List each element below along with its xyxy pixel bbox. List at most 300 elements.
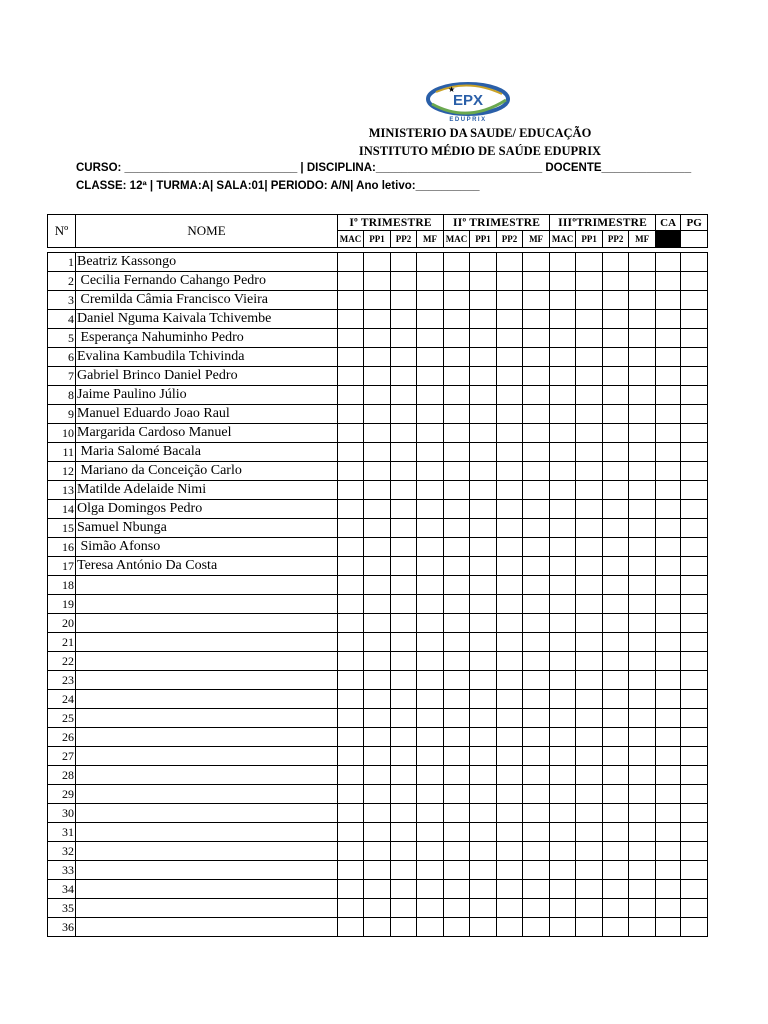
grade-cell[interactable]: [470, 557, 497, 576]
grade-cell[interactable]: [629, 899, 656, 918]
grade-cell[interactable]: [681, 462, 708, 481]
grade-cell[interactable]: [391, 747, 417, 766]
grade-cell[interactable]: [576, 557, 603, 576]
grade-cell[interactable]: [417, 861, 444, 880]
grade-cell[interactable]: [470, 614, 497, 633]
grade-cell[interactable]: [444, 329, 470, 348]
grade-cell[interactable]: [656, 690, 681, 709]
grade-cell[interactable]: [417, 272, 444, 291]
grade-cell[interactable]: [417, 576, 444, 595]
grade-cell[interactable]: [656, 766, 681, 785]
grade-cell[interactable]: [629, 253, 656, 272]
grade-cell[interactable]: [576, 348, 603, 367]
grade-cell[interactable]: [338, 348, 364, 367]
grade-cell[interactable]: [681, 804, 708, 823]
grade-cell[interactable]: [417, 652, 444, 671]
grade-cell[interactable]: [497, 595, 523, 614]
grade-cell[interactable]: [629, 785, 656, 804]
grade-cell[interactable]: [497, 652, 523, 671]
grade-cell[interactable]: [629, 823, 656, 842]
grade-cell[interactable]: [576, 614, 603, 633]
grade-cell[interactable]: [364, 823, 391, 842]
grade-cell[interactable]: [497, 614, 523, 633]
grade-cell[interactable]: [603, 747, 629, 766]
grade-cell[interactable]: [417, 766, 444, 785]
grade-cell[interactable]: [364, 766, 391, 785]
grade-cell[interactable]: [523, 519, 550, 538]
grade-cell[interactable]: [364, 310, 391, 329]
grade-cell[interactable]: [470, 842, 497, 861]
grade-cell[interactable]: [629, 272, 656, 291]
grade-cell[interactable]: [391, 443, 417, 462]
grade-cell[interactable]: [444, 785, 470, 804]
grade-cell[interactable]: [391, 481, 417, 500]
grade-cell[interactable]: [629, 671, 656, 690]
grade-cell[interactable]: [576, 595, 603, 614]
grade-cell[interactable]: [444, 253, 470, 272]
grade-cell[interactable]: [550, 443, 576, 462]
grade-cell[interactable]: [629, 709, 656, 728]
grade-cell[interactable]: [656, 861, 681, 880]
grade-cell[interactable]: [444, 690, 470, 709]
grade-cell[interactable]: [391, 500, 417, 519]
grade-cell[interactable]: [629, 880, 656, 899]
grade-cell[interactable]: [364, 880, 391, 899]
grade-cell[interactable]: [656, 671, 681, 690]
grade-cell[interactable]: [417, 595, 444, 614]
grade-cell[interactable]: [470, 652, 497, 671]
grade-cell[interactable]: [417, 557, 444, 576]
grade-cell[interactable]: [681, 329, 708, 348]
grade-cell[interactable]: [417, 880, 444, 899]
grade-cell[interactable]: [629, 310, 656, 329]
grade-cell[interactable]: [497, 747, 523, 766]
grade-cell[interactable]: [576, 880, 603, 899]
grade-cell[interactable]: [364, 747, 391, 766]
grade-cell[interactable]: [603, 519, 629, 538]
grade-cell[interactable]: [391, 310, 417, 329]
grade-cell[interactable]: [497, 348, 523, 367]
grade-cell[interactable]: [364, 595, 391, 614]
grade-cell[interactable]: [470, 481, 497, 500]
grade-cell[interactable]: [470, 728, 497, 747]
grade-cell[interactable]: [470, 766, 497, 785]
grade-cell[interactable]: [523, 424, 550, 443]
grade-cell[interactable]: [523, 462, 550, 481]
grade-cell[interactable]: [338, 823, 364, 842]
grade-cell[interactable]: [576, 709, 603, 728]
grade-cell[interactable]: [523, 500, 550, 519]
grade-cell[interactable]: [656, 367, 681, 386]
grade-cell[interactable]: [338, 253, 364, 272]
grade-cell[interactable]: [364, 918, 391, 937]
grade-cell[interactable]: [681, 766, 708, 785]
grade-cell[interactable]: [523, 481, 550, 500]
grade-cell[interactable]: [391, 538, 417, 557]
grade-cell[interactable]: [497, 728, 523, 747]
grade-cell[interactable]: [338, 595, 364, 614]
grade-cell[interactable]: [391, 671, 417, 690]
grade-cell[interactable]: [417, 367, 444, 386]
grade-cell[interactable]: [576, 500, 603, 519]
grade-cell[interactable]: [364, 576, 391, 595]
grade-cell[interactable]: [391, 576, 417, 595]
grade-cell[interactable]: [603, 842, 629, 861]
grade-cell[interactable]: [656, 310, 681, 329]
grade-cell[interactable]: [523, 747, 550, 766]
grade-cell[interactable]: [550, 538, 576, 557]
grade-cell[interactable]: [470, 291, 497, 310]
grade-cell[interactable]: [391, 842, 417, 861]
grade-cell[interactable]: [550, 367, 576, 386]
grade-cell[interactable]: [391, 291, 417, 310]
grade-cell[interactable]: [576, 538, 603, 557]
grade-cell[interactable]: [603, 861, 629, 880]
grade-cell[interactable]: [656, 614, 681, 633]
grade-cell[interactable]: [417, 671, 444, 690]
grade-cell[interactable]: [470, 329, 497, 348]
grade-cell[interactable]: [497, 329, 523, 348]
grade-cell[interactable]: [444, 899, 470, 918]
grade-cell[interactable]: [364, 728, 391, 747]
grade-cell[interactable]: [550, 728, 576, 747]
grade-cell[interactable]: [470, 519, 497, 538]
grade-cell[interactable]: [523, 842, 550, 861]
grade-cell[interactable]: [629, 348, 656, 367]
grade-cell[interactable]: [497, 462, 523, 481]
grade-cell[interactable]: [391, 918, 417, 937]
grade-cell[interactable]: [550, 690, 576, 709]
grade-cell[interactable]: [681, 424, 708, 443]
grade-cell[interactable]: [364, 861, 391, 880]
grade-cell[interactable]: [681, 557, 708, 576]
grade-cell[interactable]: [364, 652, 391, 671]
grade-cell[interactable]: [364, 538, 391, 557]
grade-cell[interactable]: [497, 766, 523, 785]
grade-cell[interactable]: [470, 367, 497, 386]
grade-cell[interactable]: [603, 766, 629, 785]
grade-cell[interactable]: [497, 842, 523, 861]
grade-cell[interactable]: [550, 671, 576, 690]
grade-cell[interactable]: [523, 880, 550, 899]
grade-cell[interactable]: [497, 367, 523, 386]
grade-cell[interactable]: [364, 253, 391, 272]
grade-cell[interactable]: [656, 405, 681, 424]
grade-cell[interactable]: [681, 348, 708, 367]
grade-cell[interactable]: [417, 918, 444, 937]
grade-cell[interactable]: [681, 690, 708, 709]
grade-cell[interactable]: [391, 709, 417, 728]
grade-cell[interactable]: [681, 861, 708, 880]
grade-cell[interactable]: [338, 861, 364, 880]
grade-cell[interactable]: [576, 253, 603, 272]
grade-cell[interactable]: [576, 386, 603, 405]
grade-cell[interactable]: [338, 899, 364, 918]
grade-cell[interactable]: [629, 595, 656, 614]
grade-cell[interactable]: [681, 728, 708, 747]
grade-cell[interactable]: [656, 842, 681, 861]
grade-cell[interactable]: [444, 709, 470, 728]
grade-cell[interactable]: [444, 557, 470, 576]
grade-cell[interactable]: [364, 481, 391, 500]
grade-cell[interactable]: [629, 291, 656, 310]
grade-cell[interactable]: [444, 443, 470, 462]
grade-cell[interactable]: [523, 310, 550, 329]
grade-cell[interactable]: [656, 253, 681, 272]
grade-cell[interactable]: [523, 652, 550, 671]
grade-cell[interactable]: [444, 291, 470, 310]
grade-cell[interactable]: [444, 747, 470, 766]
grade-cell[interactable]: [338, 690, 364, 709]
grade-cell[interactable]: [550, 633, 576, 652]
grade-cell[interactable]: [470, 899, 497, 918]
grade-cell[interactable]: [338, 747, 364, 766]
grade-cell[interactable]: [603, 424, 629, 443]
grade-cell[interactable]: [391, 253, 417, 272]
grade-cell[interactable]: [576, 367, 603, 386]
grade-cell[interactable]: [656, 424, 681, 443]
grade-cell[interactable]: [576, 728, 603, 747]
grade-cell[interactable]: [497, 481, 523, 500]
grade-cell[interactable]: [338, 842, 364, 861]
grade-cell[interactable]: [629, 557, 656, 576]
grade-cell[interactable]: [576, 747, 603, 766]
grade-cell[interactable]: [364, 348, 391, 367]
grade-cell[interactable]: [417, 823, 444, 842]
grade-cell[interactable]: [497, 519, 523, 538]
grade-cell[interactable]: [576, 652, 603, 671]
grade-cell[interactable]: [338, 652, 364, 671]
grade-cell[interactable]: [681, 671, 708, 690]
grade-cell[interactable]: [603, 310, 629, 329]
grade-cell[interactable]: [444, 367, 470, 386]
grade-cell[interactable]: [603, 329, 629, 348]
grade-cell[interactable]: [470, 576, 497, 595]
grade-cell[interactable]: [338, 557, 364, 576]
grade-cell[interactable]: [656, 443, 681, 462]
grade-cell[interactable]: [603, 576, 629, 595]
grade-cell[interactable]: [550, 842, 576, 861]
grade-cell[interactable]: [523, 386, 550, 405]
grade-cell[interactable]: [550, 519, 576, 538]
grade-cell[interactable]: [338, 671, 364, 690]
grade-cell[interactable]: [681, 880, 708, 899]
grade-cell[interactable]: [470, 443, 497, 462]
grade-cell[interactable]: [497, 424, 523, 443]
grade-cell[interactable]: [417, 424, 444, 443]
grade-cell[interactable]: [629, 918, 656, 937]
grade-cell[interactable]: [338, 785, 364, 804]
grade-cell[interactable]: [523, 329, 550, 348]
grade-cell[interactable]: [550, 253, 576, 272]
grade-cell[interactable]: [364, 557, 391, 576]
grade-cell[interactable]: [603, 367, 629, 386]
grade-cell[interactable]: [523, 557, 550, 576]
grade-cell[interactable]: [681, 481, 708, 500]
grade-cell[interactable]: [603, 557, 629, 576]
grade-cell[interactable]: [550, 785, 576, 804]
grade-cell[interactable]: [523, 690, 550, 709]
grade-cell[interactable]: [576, 443, 603, 462]
grade-cell[interactable]: [681, 633, 708, 652]
grade-cell[interactable]: [576, 576, 603, 595]
grade-cell[interactable]: [444, 595, 470, 614]
grade-cell[interactable]: [364, 899, 391, 918]
grade-cell[interactable]: [550, 595, 576, 614]
grade-cell[interactable]: [681, 367, 708, 386]
grade-cell[interactable]: [364, 424, 391, 443]
grade-cell[interactable]: [550, 652, 576, 671]
grade-cell[interactable]: [576, 272, 603, 291]
grade-cell[interactable]: [444, 728, 470, 747]
grade-cell[interactable]: [444, 880, 470, 899]
grade-cell[interactable]: [603, 405, 629, 424]
grade-cell[interactable]: [444, 861, 470, 880]
grade-cell[interactable]: [417, 633, 444, 652]
grade-cell[interactable]: [550, 329, 576, 348]
grade-cell[interactable]: [417, 747, 444, 766]
grade-cell[interactable]: [603, 785, 629, 804]
grade-cell[interactable]: [656, 500, 681, 519]
grade-cell[interactable]: [681, 576, 708, 595]
grade-cell[interactable]: [550, 386, 576, 405]
grade-cell[interactable]: [470, 348, 497, 367]
grade-cell[interactable]: [603, 386, 629, 405]
grade-cell[interactable]: [550, 310, 576, 329]
grade-cell[interactable]: [603, 918, 629, 937]
grade-cell[interactable]: [417, 519, 444, 538]
grade-cell[interactable]: [338, 462, 364, 481]
grade-cell[interactable]: [523, 291, 550, 310]
grade-cell[interactable]: [391, 595, 417, 614]
grade-cell[interactable]: [576, 690, 603, 709]
grade-cell[interactable]: [497, 576, 523, 595]
grade-cell[interactable]: [444, 348, 470, 367]
grade-cell[interactable]: [391, 557, 417, 576]
grade-cell[interactable]: [338, 367, 364, 386]
grade-cell[interactable]: [603, 804, 629, 823]
grade-cell[interactable]: [576, 804, 603, 823]
grade-cell[interactable]: [603, 500, 629, 519]
grade-cell[interactable]: [497, 785, 523, 804]
grade-cell[interactable]: [550, 747, 576, 766]
grade-cell[interactable]: [391, 785, 417, 804]
grade-cell[interactable]: [550, 557, 576, 576]
grade-cell[interactable]: [497, 861, 523, 880]
grade-cell[interactable]: [523, 899, 550, 918]
grade-cell[interactable]: [391, 766, 417, 785]
grade-cell[interactable]: [523, 766, 550, 785]
grade-cell[interactable]: [523, 253, 550, 272]
grade-cell[interactable]: [497, 500, 523, 519]
grade-cell[interactable]: [603, 671, 629, 690]
grade-cell[interactable]: [470, 310, 497, 329]
grade-cell[interactable]: [523, 595, 550, 614]
grade-cell[interactable]: [656, 329, 681, 348]
grade-cell[interactable]: [656, 804, 681, 823]
grade-cell[interactable]: [629, 804, 656, 823]
grade-cell[interactable]: [391, 462, 417, 481]
grade-cell[interactable]: [629, 633, 656, 652]
grade-cell[interactable]: [629, 462, 656, 481]
grade-cell[interactable]: [470, 272, 497, 291]
grade-cell[interactable]: [603, 348, 629, 367]
grade-cell[interactable]: [338, 538, 364, 557]
grade-cell[interactable]: [338, 709, 364, 728]
grade-cell[interactable]: [550, 709, 576, 728]
grade-cell[interactable]: [417, 443, 444, 462]
grade-cell[interactable]: [338, 405, 364, 424]
grade-cell[interactable]: [656, 576, 681, 595]
grade-cell[interactable]: [681, 595, 708, 614]
grade-cell[interactable]: [629, 500, 656, 519]
grade-cell[interactable]: [681, 747, 708, 766]
grade-cell[interactable]: [603, 633, 629, 652]
grade-cell[interactable]: [417, 329, 444, 348]
grade-cell[interactable]: [364, 443, 391, 462]
grade-cell[interactable]: [550, 918, 576, 937]
grade-cell[interactable]: [364, 842, 391, 861]
grade-cell[interactable]: [523, 272, 550, 291]
grade-cell[interactable]: [681, 272, 708, 291]
grade-cell[interactable]: [364, 671, 391, 690]
grade-cell[interactable]: [391, 519, 417, 538]
grade-cell[interactable]: [391, 880, 417, 899]
grade-cell[interactable]: [338, 481, 364, 500]
grade-cell[interactable]: [470, 253, 497, 272]
grade-cell[interactable]: [681, 842, 708, 861]
grade-cell[interactable]: [497, 690, 523, 709]
grade-cell[interactable]: [364, 633, 391, 652]
grade-cell[interactable]: [629, 652, 656, 671]
grade-cell[interactable]: [364, 291, 391, 310]
grade-cell[interactable]: [338, 519, 364, 538]
grade-cell[interactable]: [656, 272, 681, 291]
grade-cell[interactable]: [603, 690, 629, 709]
grade-cell[interactable]: [656, 633, 681, 652]
grade-cell[interactable]: [656, 291, 681, 310]
grade-cell[interactable]: [338, 272, 364, 291]
grade-cell[interactable]: [444, 823, 470, 842]
grade-cell[interactable]: [550, 880, 576, 899]
grade-cell[interactable]: [497, 709, 523, 728]
grade-cell[interactable]: [470, 804, 497, 823]
grade-cell[interactable]: [550, 823, 576, 842]
grade-cell[interactable]: [603, 538, 629, 557]
grade-cell[interactable]: [417, 291, 444, 310]
grade-cell[interactable]: [576, 766, 603, 785]
grade-cell[interactable]: [417, 614, 444, 633]
grade-cell[interactable]: [470, 709, 497, 728]
grade-cell[interactable]: [417, 500, 444, 519]
grade-cell[interactable]: [523, 823, 550, 842]
grade-cell[interactable]: [550, 462, 576, 481]
grade-cell[interactable]: [656, 918, 681, 937]
grade-cell[interactable]: [656, 557, 681, 576]
grade-cell[interactable]: [497, 823, 523, 842]
grade-cell[interactable]: [656, 709, 681, 728]
grade-cell[interactable]: [681, 823, 708, 842]
grade-cell[interactable]: [497, 405, 523, 424]
grade-cell[interactable]: [523, 614, 550, 633]
grade-cell[interactable]: [550, 291, 576, 310]
grade-cell[interactable]: [417, 481, 444, 500]
grade-cell[interactable]: [364, 709, 391, 728]
grade-cell[interactable]: [391, 405, 417, 424]
grade-cell[interactable]: [470, 386, 497, 405]
grade-cell[interactable]: [629, 747, 656, 766]
grade-cell[interactable]: [603, 614, 629, 633]
